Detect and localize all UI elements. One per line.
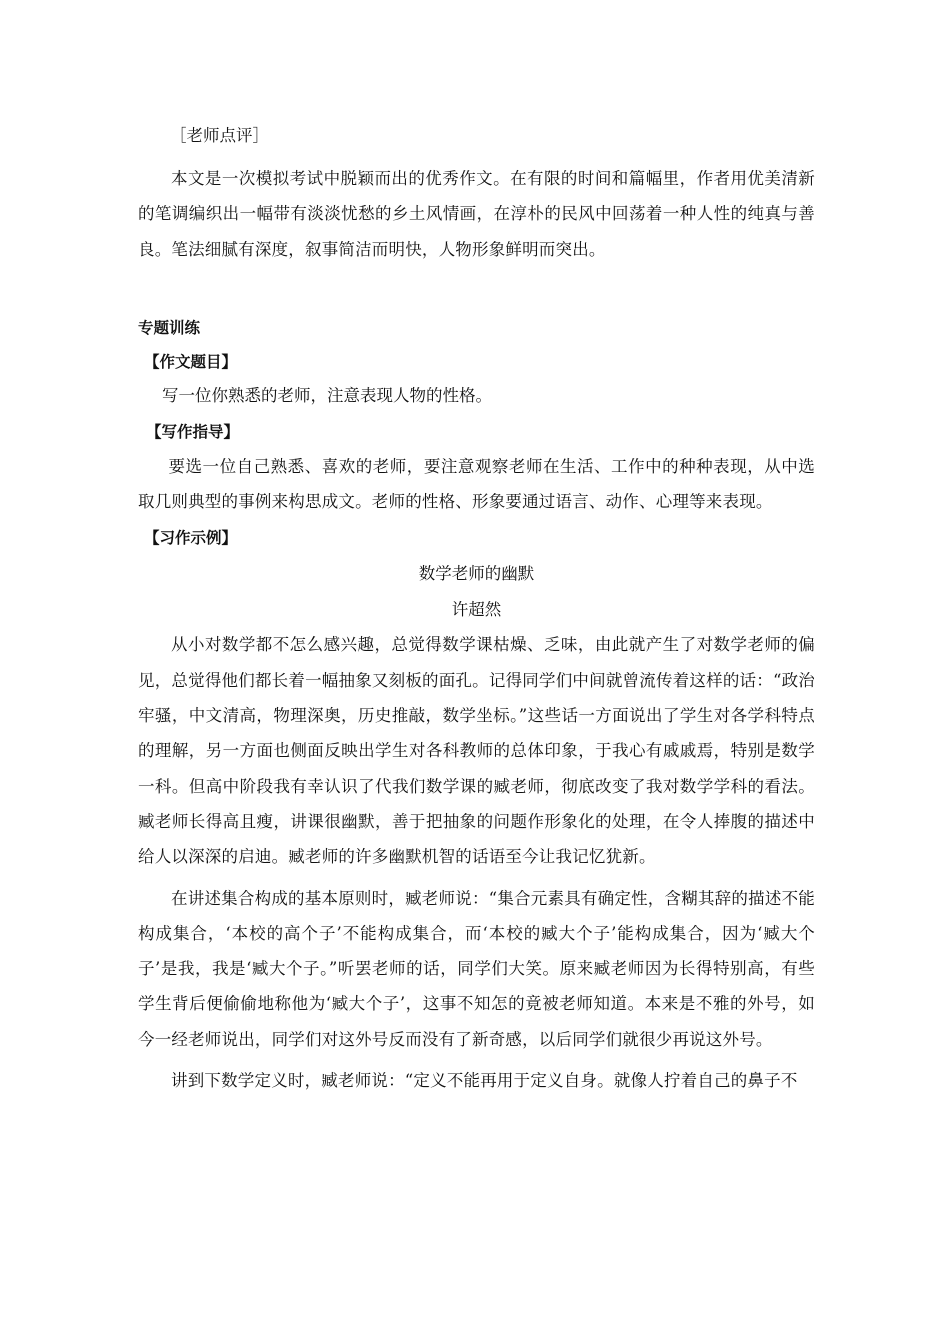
essay-paragraph: 讲到下数学定义时，臧老师说：“定义不能再用于定义自身。就像人拧着自己的鼻子不	[171, 1071, 798, 1091]
section-title: 专题训练	[138, 318, 201, 337]
essay-paragraph: 在讲述集合构成的基本原则时，臧老师说：“集合元素具有确定性，含糊其辞的描述不能构成集合，‘本校的高个子’不能构成集合，而‘本校的臧大个子’能构成集合，因为‘臧大个子’是我，我是‘臧大个子。”听罢老师的话，同学们大笑。原来臧老师因为长得特别高，有些学生背后便偷偷地称他为‘臧大个子’，这事不知怎的竟被老师知道。本来是不雅的外号，如今一经老师说出，同学们对这外号反而没有了新奇感，以后同学们就很少再说这外号。	[138, 888, 815, 1049]
guide-paragraph: 要选一位自己熟悉、喜欢的老师，要注意观察老师在生活、工作中的种种表现，从中选取几则典型的事例来构思成文。老师的性格、形象要通过语言、动作、心理等来表现。	[138, 456, 815, 512]
guide-heading: 【写作指导】	[146, 422, 240, 441]
document-body	[138, 126, 815, 1098]
review-paragraph: 本文是一次模拟考试中脱颖而出的优秀作文。在有限的时间和篇幅里，作者用优美清新的笔调编织出一幅带有淡淡忧愁的乡土风情画，在淳朴的民风中回荡着一种人性的纯真与善良。笔法细腻有深度，叙事简洁而明快，人物形象鲜明而突出。	[138, 169, 815, 259]
review-heading: ［老师点评］	[170, 126, 269, 145]
essay-title: 数学老师的幽默	[418, 564, 535, 584]
essay-author: 许超然	[451, 600, 502, 620]
example-heading: 【习作示例】	[144, 529, 238, 548]
topic-heading: 【作文题目】	[144, 352, 238, 371]
topic-text: 写一位你熟悉的老师，注意表现人物的性格。	[162, 385, 492, 405]
essay-paragraph: 从小对数学都不怎么感兴趣，总觉得数学课枯燥、乏味，由此就产生了对数学老师的偏见，总觉得他们都长着一幅抽象又刻板的面孔。记得同学们中间就曾流传着这样的话：“政治牢骚，中文清高，物理深奥，历史推敲，数学坐标。”这些话一方面说出了学生对各学科特点的理解，另一方面也侧面反映出学生对各科教师的总体印象，于我心有戚戚焉，特别是数学一科。但高中阶段我有幸认识了代我们数学课的臧老师，彻底改变了我对数学学科的看法。臧老师长得高且瘦，讲课很幽默，善于把抽象的问题作形象化的处理，在令人捧腹的描述中给人以深深的启迪。臧老师的许多幽默机智的话语至今让我记忆犹新。	[138, 635, 815, 867]
